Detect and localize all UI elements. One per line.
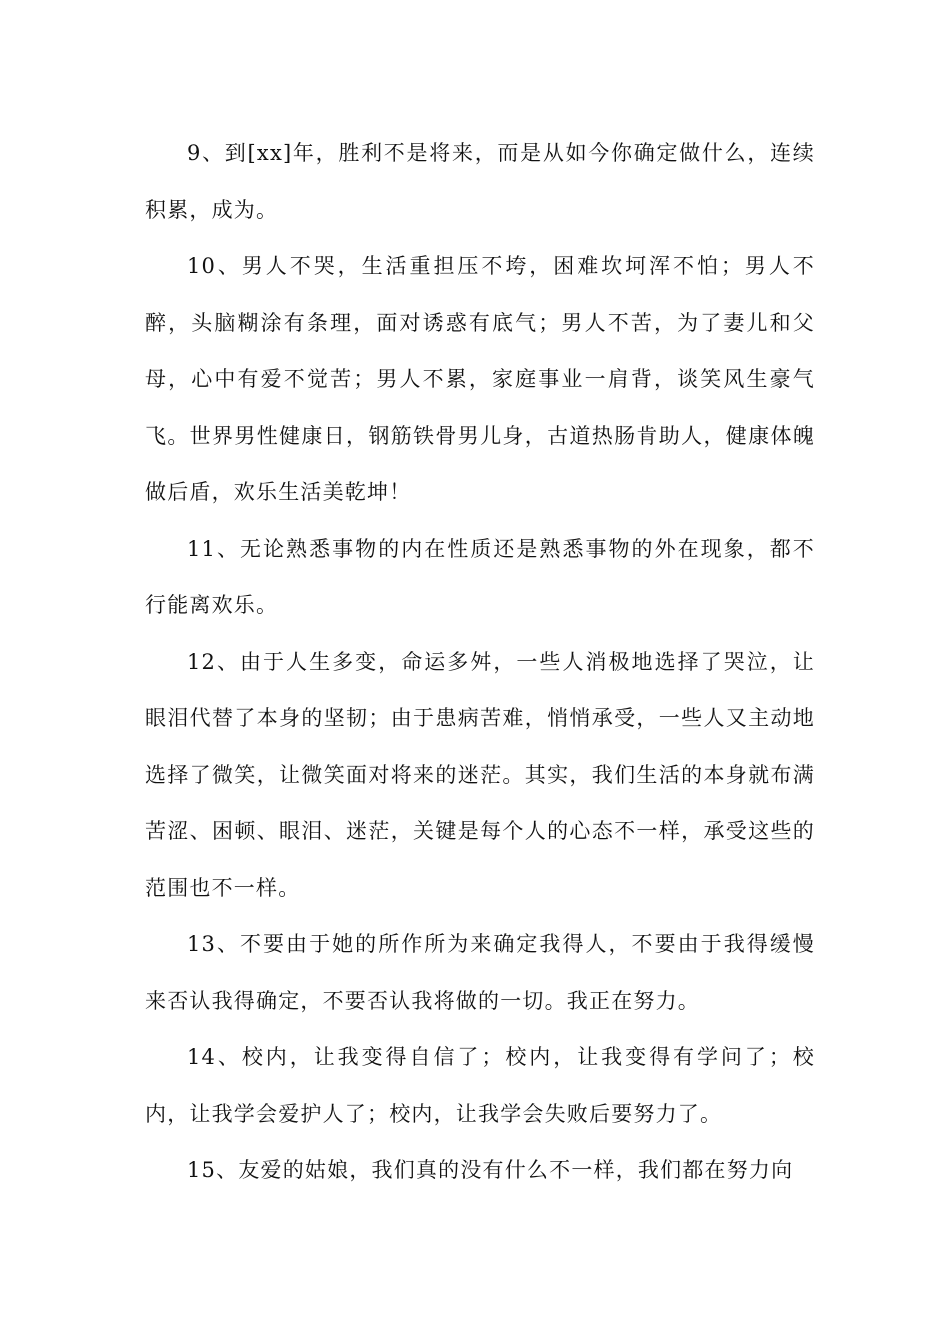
paragraph-10: 10、男人不哭，生活重担压不垮，困难坎坷浑不怕；男人不醉，头脑糊涂有条理，面对诱惑有底气；男人不苦，为了妻儿和父母，心中有爱不觉苦；男人不累，家庭事业一肩背，谈笑风生豪气飞。世界男性健康日，钢筋铁骨男儿身，古道热肠肯助人，健康体魄做后盾，欢乐生活美乾坤！ [145, 254, 815, 504]
paragraph-15: 15、友爱的姑娘，我们真的没有什么不一样，我们都在努力向 [187, 1158, 794, 1182]
paragraph-9: 9、到[xx]年，胜利不是将来，而是从如今你确定做什么，连续积累，成为。 [145, 141, 815, 222]
document-body [145, 125, 815, 1199]
paragraph-14: 14、校内，让我变得自信了；校内，让我变得有学问了；校内，让我学会爱护人了；校内，让我学会失败后要努力了。 [145, 1045, 815, 1126]
paragraph-13: 13、不要由于她的所作所为来确定我得人，不要由于我得缓慢来否认我得确定，不要否认我将做的一切。我正在努力。 [145, 932, 815, 1013]
paragraph-12: 12、由于人生多变，命运多舛，一些人消极地选择了哭泣，让眼泪代替了本身的坚韧；由于患病苦难，悄悄承受，一些人又主动地选择了微笑，让微笑面对将来的迷茫。其实，我们生活的本身就布满苦涩、困顿、眼泪、迷茫，关键是每个人的心态不一样，承受这些的范围也不一样。 [145, 649, 815, 900]
paragraph-11: 11、无论熟悉事物的内在性质还是熟悉事物的外在现象，都不行能离欢乐。 [145, 536, 815, 617]
